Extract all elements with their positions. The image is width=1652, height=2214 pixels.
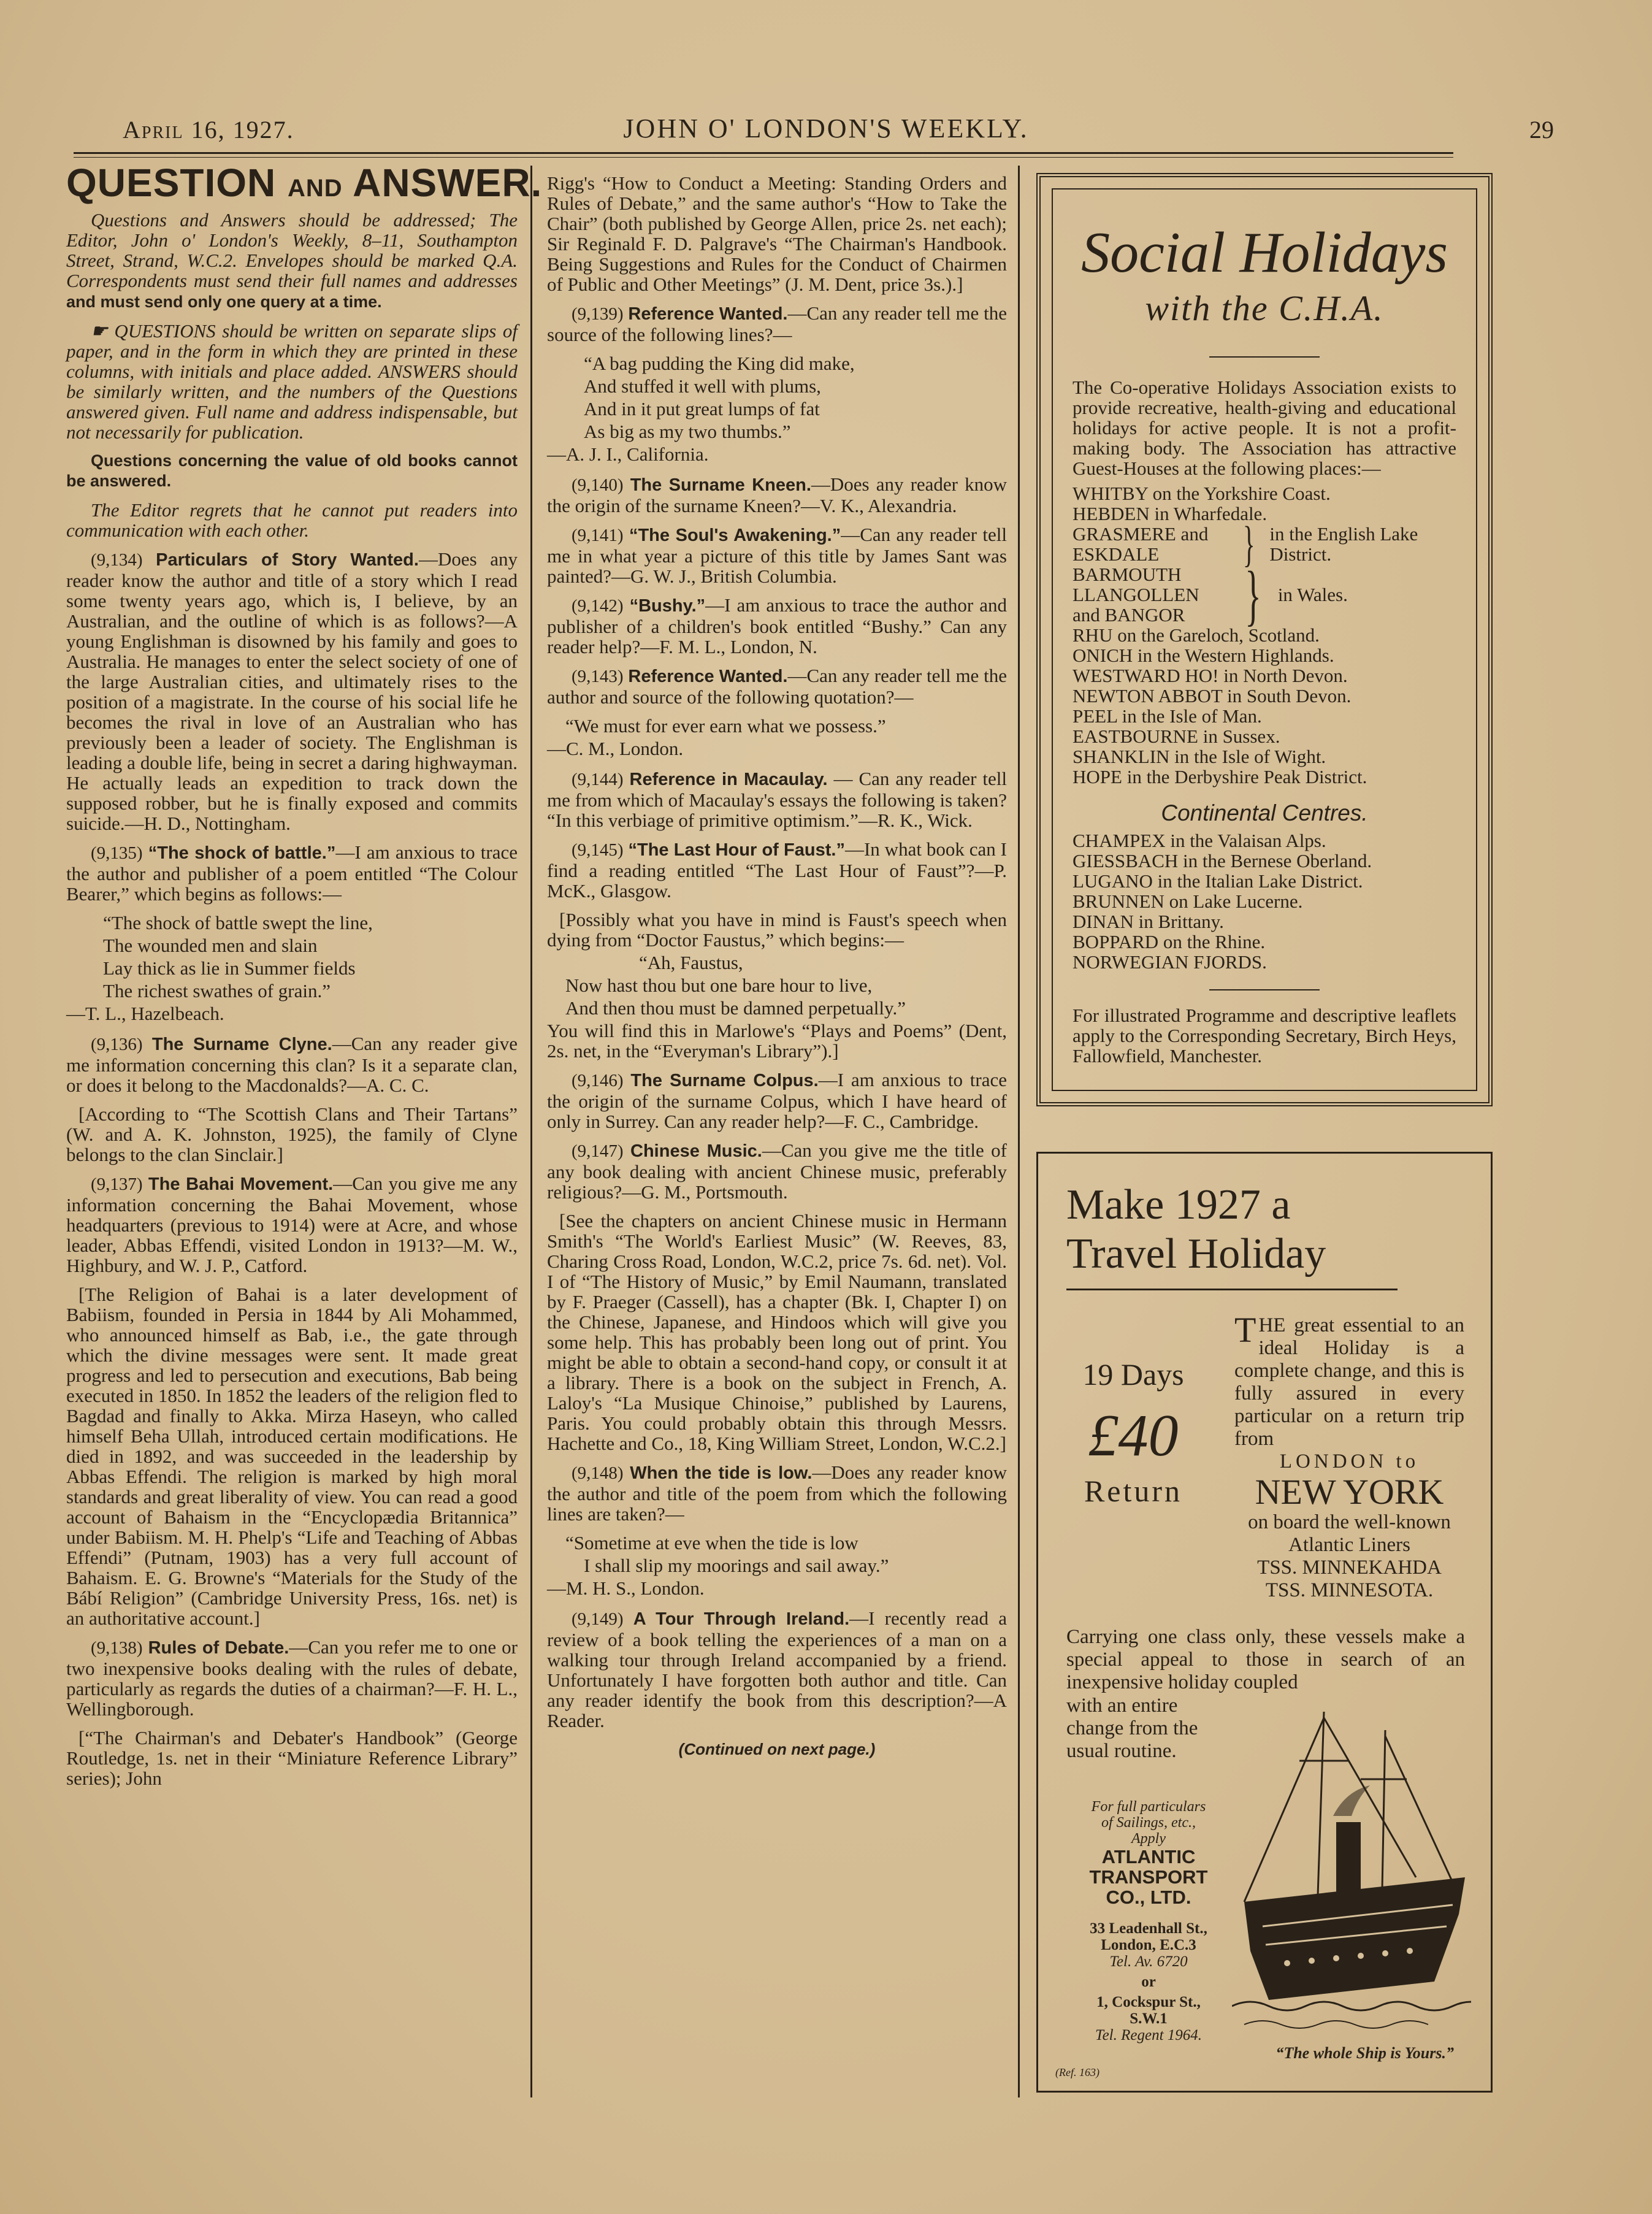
issue-date: April 16, 1927.: [123, 116, 294, 144]
signature: —C. M., London.: [547, 738, 684, 759]
continental-item: DINAN in Brittany.: [1073, 911, 1224, 932]
liner-name: TSS. MINNESOTA.: [1265, 1579, 1434, 1601]
ad-apply: For full particulars of Sailings, etc., Apply: [1091, 1799, 1206, 1847]
question-9149: (9,149) A Tour Through Ireland.—I recently read a review of a book telling the experiences of a man on a walking tour through Ireland accompanied by a friend. Unfortunately I have forgotten both author and title. Can any reader identify the book from this description?—A Reader.: [547, 1607, 1007, 1731]
column-1: [66, 161, 543, 1789]
question-9148: (9,148) When the tide is low.—Does any reader know the author and title of the poem from which the following lines are taken?—: [547, 1461, 1008, 1525]
place-item: HOPE in the Derbyshire Peak District.: [1073, 766, 1367, 787]
continental-item: BOPPARD on the Rhine.: [1073, 931, 1266, 952]
header-rule-bottom: [74, 157, 1453, 158]
place-group-wales: [1073, 557, 1456, 632]
ad-return: Return: [1084, 1474, 1183, 1508]
brace-icon: }: [1242, 516, 1255, 572]
verse-line: And stuffed it well with plums,: [584, 375, 821, 397]
place-group-label: in Wales.: [1277, 584, 1348, 605]
question-9144: (9,144) Reference in Macaulay. — Can any reader tell me from which of Macaulay's essays the following is taken? “In this verbiage of primitive optimism.”—R. K., Wick.: [547, 768, 1008, 831]
ad-carry-text-2: with an entire change from the usual routine.: [1066, 1695, 1198, 1762]
notice-address: Questions and Answers should be addressed; The Editor, John o' London's Weekly, 8–11, Southampton Street, Strand, W.C.2. Envelopes should be marked Q.A. Correspondents must send their full names and addresses and must send only one query at a time.: [66, 209, 518, 311]
verse-line: And then thou must be damned perpetually.”: [565, 997, 906, 1019]
editor-answer: You will find this in Marlowe's “Plays and Poems” (Dent, 2s. net, in the “Everyman's Library”).]: [547, 1020, 1007, 1062]
editor-answer: [According to “The Scottish Clans and Their Tartans” (W. and A. K. Johnston, 1925), the family of Clyne belongs to the clan Sinclair.]: [66, 1103, 518, 1165]
atlantic-transport-advertisement: [1036, 1152, 1493, 2093]
drop-cap: T: [1234, 1310, 1256, 1350]
place-item: LLANGOLLEN: [1073, 584, 1199, 605]
verse-line: “The shock of battle swept the line,: [103, 912, 373, 933]
verse-line: As big as my two thumbs.”: [584, 421, 791, 442]
ad-slogan: “The whole Ship is Yours.”: [1275, 2044, 1454, 2062]
company-name: ATLANTIC TRANSPORT CO., LTD.: [1089, 1846, 1208, 1908]
question-9137: (9,137) The Bahai Movement.—Can you give me any information concerning the Bahai Movement, whose headquarters (previous to 1914) were at Acre, and whose leader, Abbas Effendi, visited London in 1913?—M. W., Highbury, and W. J. P., Catford.: [66, 1173, 518, 1276]
place-item: NEWTON ABBOT in South Devon.: [1073, 685, 1352, 707]
cha-divider: [1209, 356, 1320, 358]
ad-body: THE great essential to an ideal Holiday is a complete change, and this is fully assured in every particular on a return trip from LONDON to NEW YORK on board the well-known Atlantic Liners TSS. MINNEKAHDA TSS. MINNESOTA.: [1234, 1310, 1464, 1601]
editor-answer: [See the chapters on ancient Chinese music in Hermann Smith's “The World's Earliest Music” (W. Reeves, 83, Charing Cross Road, London, W.C.2, price 7s. 6d. net). Vol. I of “The History of Music,” by Emil Naumann, translated by F. Praeger (Cassell), has a chapter (Bk. I, Chapter I) on the Chinese, Japanese, and Hindoos which will give you some help. This has probably been long out of print. You might be able to obtain a second-hand copy, or consult it at a library. There is a book on the subject in French, A. Laloy's “La Musique Chinoise,” published by Laurens, Paris. You could probably obtain this through Messrs. Hachette and Co., 18, King William Street, London, W.C.2.]: [547, 1210, 1007, 1454]
place-item: ESKDALE: [1073, 543, 1160, 565]
place-item: WESTWARD HO! in North Devon.: [1073, 665, 1348, 686]
notice-old-books: Questions concerning the value of old books cannot be answered.: [66, 451, 518, 490]
verse-line: “We must for ever earn what we possess.”: [565, 715, 886, 737]
verse-line: The richest swathes of grain.”: [103, 980, 331, 1002]
question-9138: (9,138) Rules of Debate.—Can you refer me to one or two inexpensive books dealing with the rules of debate, particularly as regards the duties of a chairman?—F. H. L., Wellingborough.: [66, 1636, 518, 1720]
column-2: [547, 173, 1007, 1760]
cha-divider: [1209, 989, 1320, 990]
continental-item: BRUNNEN on Lake Lucerne.: [1073, 891, 1303, 912]
cha-footer: For illustrated Programme and descriptive leaflets apply to the Corresponding Secretary, Birch Heys, Fallowfield, Manchester.: [1073, 1005, 1456, 1067]
notice-questions: ☛ QUESTIONS should be written on separate slips of paper, and in the form in which they are printed in these columns, with initials and place added. ANSWERS should be similarly written, and the numbers of the Questions answered given. Full name and address indispensable, but not necessarily for publication.: [66, 320, 518, 443]
verse-line: Now hast thou but one bare hour to live,: [565, 975, 873, 996]
verse-line: “A bag pudding the King did make,: [584, 353, 855, 374]
ad-duration: 19 Days: [1082, 1357, 1184, 1392]
question-9145: (9,145) “The Last Hour of Faust.”—In what book can I find a reading entitled “The Last Hour of Faust”?—P. McK., Glasgow.: [547, 838, 1007, 902]
signature: —T. L., Hazelbeach.: [66, 1003, 224, 1024]
editor-answer: [Possibly what you have in mind is Faust's speech when dying from “Doctor Faustus,” which begins:—: [547, 909, 1007, 951]
editor-answer: [The Religion of Bahai is a later development of Babiism, founded in Persia in 1844 by Ali Mohammed, who announced himself as Bab, i.e., the gate through which the divine messages were sent. It made great progress and led to persecution and executions, Bab being executed in 1850. In 1852 the leaders of the religion fled to Bagdad and finally to Akka. Mirza Haseyn, who called himself Beha Ullah, introduced certain modifications. He died in 1892, and was succeeded in the leadership by Abbas Effendi. The religion is marked by high moral standards and great liberality of view. You can read a good account of Bahaism in the “Encyclopædia Britannica” under Babiism. M. H. Phelp's “Life and Teaching of Abbas Effendi” (Putnam, 1903) has a very full account of Bahaism. E. G. Browne's “Materials for the Study of the Bábí Religion” (Cambridge University Press, 16s. net) is an authoritative account.]: [66, 1284, 518, 1629]
signature: —A. J. I., California.: [547, 443, 709, 465]
continental-item: NORWEGIAN FJORDS.: [1073, 951, 1267, 973]
place-item: SHANKLIN in the Isle of Wight.: [1073, 746, 1326, 767]
question-9139: (9,139) Reference Wanted.—Can any reader tell me the source of the following lines?—: [547, 302, 1008, 345]
ad-origin: LONDON to: [1279, 1450, 1420, 1473]
question-9143: (9,143) Reference Wanted.—Can any reader tell me the author and source of the following quotation?—: [547, 665, 1008, 708]
signature: —M. H. S., London.: [547, 1577, 705, 1599]
verse-line: “Sometime at eve when the tide is low: [565, 1532, 859, 1553]
verse-line: I shall slip my moorings and sail away.”: [584, 1555, 889, 1576]
question-9147: (9,147) Chinese Music.—Can you give me the title of any book dealing with ancient Chinese music, preferably religious?—G. M., Portsmouth.: [547, 1140, 1007, 1203]
ad-headline: Make 1927 a Travel Holiday: [1066, 1181, 1326, 1277]
question-9141: (9,141) “The Soul's Awakening.”—Can any reader tell me in what year a picture of this title by James Sant was painted?—G. W. J., British Columbia.: [547, 524, 1007, 587]
cha-subtitle: with the C.H.A.: [1145, 288, 1384, 328]
ad-reference: (Ref. 163): [1055, 2066, 1099, 2078]
question-9136: (9,136) The Surname Clyne.—Can any reader give me information concerning this clan? Is it a separate clan, or does it belong to the Macdonalds?—A. C. C.: [66, 1033, 518, 1096]
place-group-label: in the English Lake District.: [1269, 523, 1418, 565]
page-header: [61, 110, 1591, 147]
continental-heading: Continental Centres.: [1161, 800, 1368, 825]
place-group-lakes: [1073, 516, 1456, 572]
notice-editor: The Editor regrets that he cannot put readers into communication with each other.: [66, 499, 518, 541]
place-item: and BANGOR: [1073, 604, 1185, 626]
verse-line: “Ah, Faustus,: [639, 952, 743, 973]
liner-name: TSS. MINNEKAHDA: [1257, 1557, 1442, 1579]
cha-title: Social Holidays: [1081, 221, 1448, 285]
continued-note: (Continued on next page.): [678, 1740, 876, 1758]
masthead: JOHN O' LONDON'S WEEKLY.: [623, 113, 1029, 144]
page-number: 29: [1529, 116, 1554, 144]
column-divider-2: [1018, 166, 1020, 2097]
ad-headline-rule: [1066, 1289, 1398, 1290]
verse-line: Lay thick as lie in Summer fields: [103, 957, 356, 979]
continental-item: LUGANO in the Italian Lake District.: [1073, 870, 1363, 892]
place-item: HEBDEN in Wharfedale.: [1073, 503, 1268, 524]
place-item: PEEL in the Isle of Man.: [1073, 705, 1262, 727]
place-item: EASTBOURNE in Sussex.: [1073, 726, 1280, 747]
cha-intro: The Co-operative Holidays Association exists to provide recreative, health-giving and educational holidays for active people. It is not a profit-making body. The Association has attractive Guest-Houses at the following places:—: [1073, 377, 1456, 479]
brace-icon: }: [1245, 557, 1261, 632]
place-item: RHU on the Gareloch, Scotland.: [1073, 624, 1320, 646]
verse-line: And in it put great lumps of fat: [584, 398, 820, 419]
question-9146: (9,146) The Surname Colpus.—I am anxious to trace the origin of the surname Colpus, which I have heard of only in Surrey. Can any reader help?—F. C., Cambridge.: [547, 1069, 1008, 1132]
place-item: WHITBY on the Yorkshire Coast.: [1073, 483, 1331, 504]
question-9142: (9,142) “Bushy.”—I am anxious to trace the author and publisher of a children's book entitled “Bushy.” Can any reader help?—F. M. L., London, N.: [547, 594, 1007, 657]
ad-price: £40: [1088, 1403, 1179, 1469]
cha-advertisement: [1036, 173, 1493, 1106]
editor-answer-continued: Rigg's “How to Conduct a Meeting: Standing Orders and Rules of Debate,” and the same author's “How to Take the Chair” (both published by George Allen, price 2s. net each); Sir Reginald F. D. Palgrave's “The Chairman's Handbook. Being Suggestions and Rules for the Conduct of Chairmen of Public and Other Meetings” (J. M. Dent, price 3s.).]: [547, 172, 1007, 295]
continental-item: CHAMPEX in the Valaisan Alps.: [1073, 830, 1326, 851]
question-9134: (9,134) Particulars of Story Wanted.—Does any reader know the author and title of a story which I read some twenty years ago, which is, I believe, by an Australian, and the outline of which is as follows?—A young Englishman is disowned by his family and goes to Australia. He manages to enter the select society of one of the large Australian cities, and ultimately rises to the position of a magistrate. In the course of his social life he becomes the rival in love of an Australian who has previously been a leader of society. The Englishman is leading a double life, being in secret a daring highwayman. He actually leads an expedition to track down the supposed robber, but he is finally exposed and commits suicide.—H. D., Nottingham.: [66, 548, 518, 834]
place-item: GRASMERE and: [1073, 523, 1209, 545]
verse-line: The wounded men and slain: [103, 935, 318, 956]
question-9135: (9,135) “The shock of battle.”—I am anxious to trace the author and publisher of a poem entitled “The Colour Bearer,” which begins as follows:—: [66, 841, 518, 905]
editor-answer: [“The Chairman's and Debater's Handbook” (George Routledge, 1s. net in their “Miniature Reference Library” series); John: [66, 1727, 518, 1789]
company-address: 33 Leadenhall St., London, E.C.3 Tel. Av. 6720 or 1, Cockspur St., S.W.1 Tel. Regent 1964.: [1090, 1920, 1207, 2044]
continental-item: GIESSBACH in the Bernese Oberland.: [1073, 850, 1372, 871]
column-divider-1: [530, 166, 532, 2097]
place-item: ONICH in the Western Highlands.: [1073, 645, 1334, 666]
place-item: BARMOUTH: [1073, 564, 1182, 585]
question-9140: (9,140) The Surname Kneen.—Does any reader know the origin of the surname Kneen?—V. K., Alexandria.: [547, 473, 1008, 516]
steamship-icon: [1232, 1693, 1471, 2037]
ad-destination: NEW YORK: [1255, 1472, 1444, 1512]
ad-carry-text: Carrying one class only, these vessels make a special appeal to those in search of an inexpensive holiday coupled: [1066, 1626, 1465, 1693]
section-title: QUESTION AND ANSWER.: [66, 161, 543, 205]
header-rule-top: [74, 152, 1453, 154]
